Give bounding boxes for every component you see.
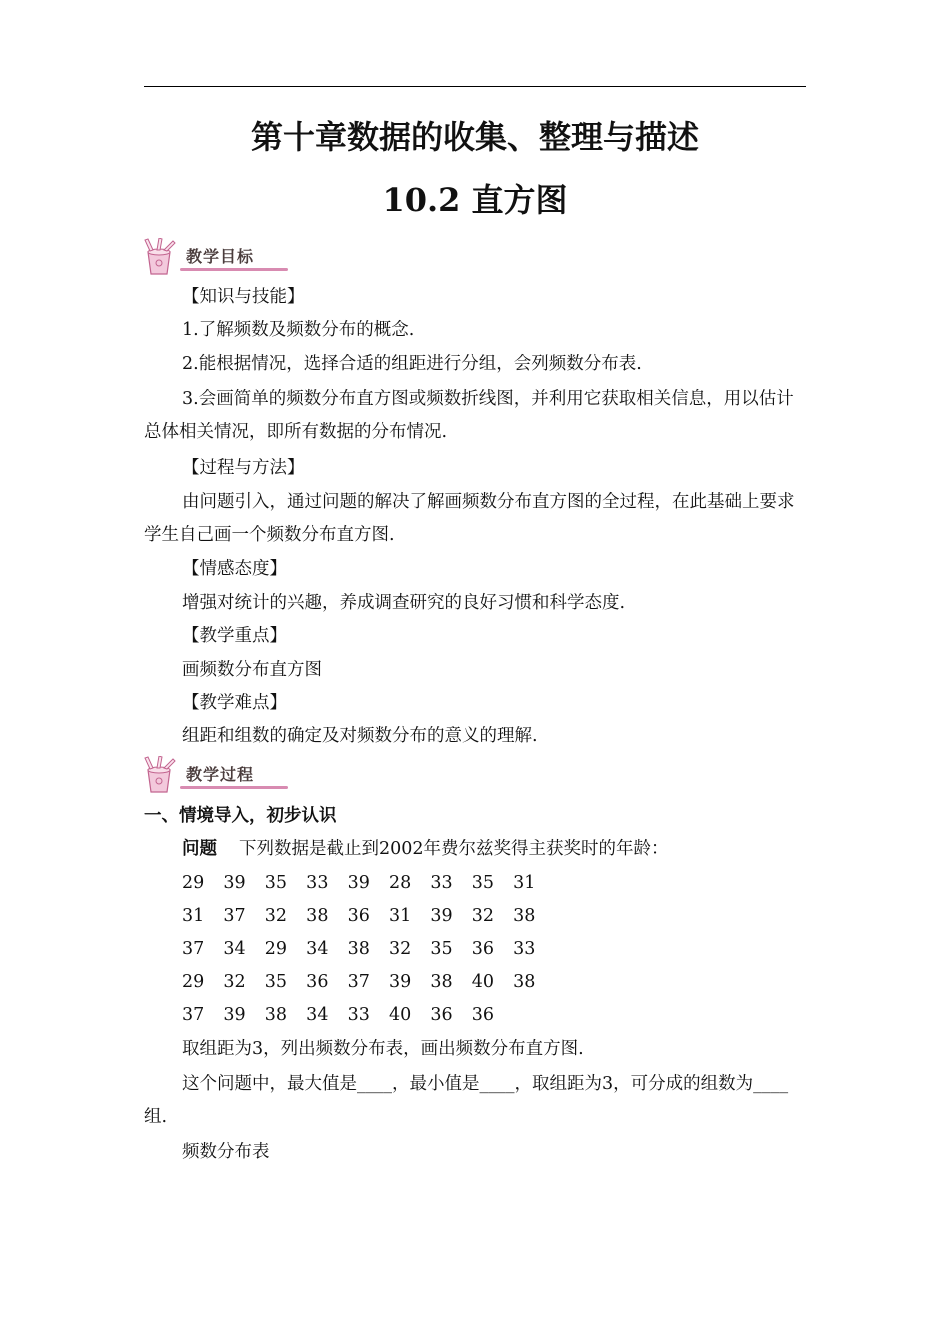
method-text: 由问题引入，通过问题的解决了解画频数分布直方图的全过程，在此基础上要求学生自己画一个频数分布直方图. xyxy=(144,492,795,545)
chapter-title: 第十章数据的收集、整理与描述 xyxy=(250,118,699,156)
badge-underline xyxy=(180,786,288,789)
data-row: 37 39 38 34 33 40 36 36 xyxy=(182,1005,495,1025)
difficulty-heading: 【教学难点】 xyxy=(182,693,287,713)
data-row: 29 39 35 33 39 28 33 35 31 xyxy=(182,873,536,893)
process-badge-label: 教学过程 xyxy=(186,765,255,784)
objectives-badge-label: 教学目标 xyxy=(186,247,255,266)
problem-label: 问题 xyxy=(182,839,217,859)
pencil-cup-icon xyxy=(140,756,188,796)
knowledge-item-2: 2.能根据情况，选择合适的组距进行分组，会列频数分布表. xyxy=(182,354,642,374)
table-caption: 频数分布表 xyxy=(182,1142,270,1162)
key-heading: 【教学重点】 xyxy=(182,626,287,646)
knowledge-heading: 【知识与技能】 xyxy=(182,287,305,307)
pencil-cup-icon xyxy=(140,238,188,278)
knowledge-item-1: 1.了解频数及频数分布的概念. xyxy=(182,320,415,340)
key-text: 画频数分布直方图 xyxy=(182,660,322,680)
emotion-text: 增强对统计的兴趣，养成调查研究的良好习惯和科学态度. xyxy=(182,593,626,613)
section-title: 10.2 直方图 xyxy=(382,181,568,219)
section1-heading: 一、情境导入，初步认识 xyxy=(144,806,337,826)
badge-underline xyxy=(180,268,288,271)
problem-text: 下列数据是截止到2002年费尔兹奖得主获奖时的年龄： xyxy=(239,839,669,859)
header-rule xyxy=(144,86,806,87)
data-row: 29 32 35 36 37 39 38 40 38 xyxy=(182,972,536,992)
difficulty-text: 组距和组数的确定及对频数分布的意义的理解. xyxy=(182,726,538,746)
fill-blank-question: 这个问题中，最大值是____，最小值是____，取组距为3，可分成的组数为____组. xyxy=(144,1074,789,1127)
method-heading: 【过程与方法】 xyxy=(182,458,305,478)
data-row: 37 34 29 34 38 32 35 36 33 xyxy=(182,939,536,959)
knowledge-item-3: 3.会画简单的频数分布直方图或频数折线图，并利用它获取相关信息，用以估计总体相关情况，即所有数据的分布情况. xyxy=(144,389,794,442)
problem-line xyxy=(144,833,806,866)
objectives-badge xyxy=(140,238,290,278)
instruction-text: 取组距为3，列出频数分布表，画出频数分布直方图. xyxy=(182,1039,584,1059)
process-badge xyxy=(140,756,290,796)
data-row: 31 37 32 38 36 31 39 32 38 xyxy=(182,906,536,926)
emotion-heading: 【情感态度】 xyxy=(182,559,287,579)
